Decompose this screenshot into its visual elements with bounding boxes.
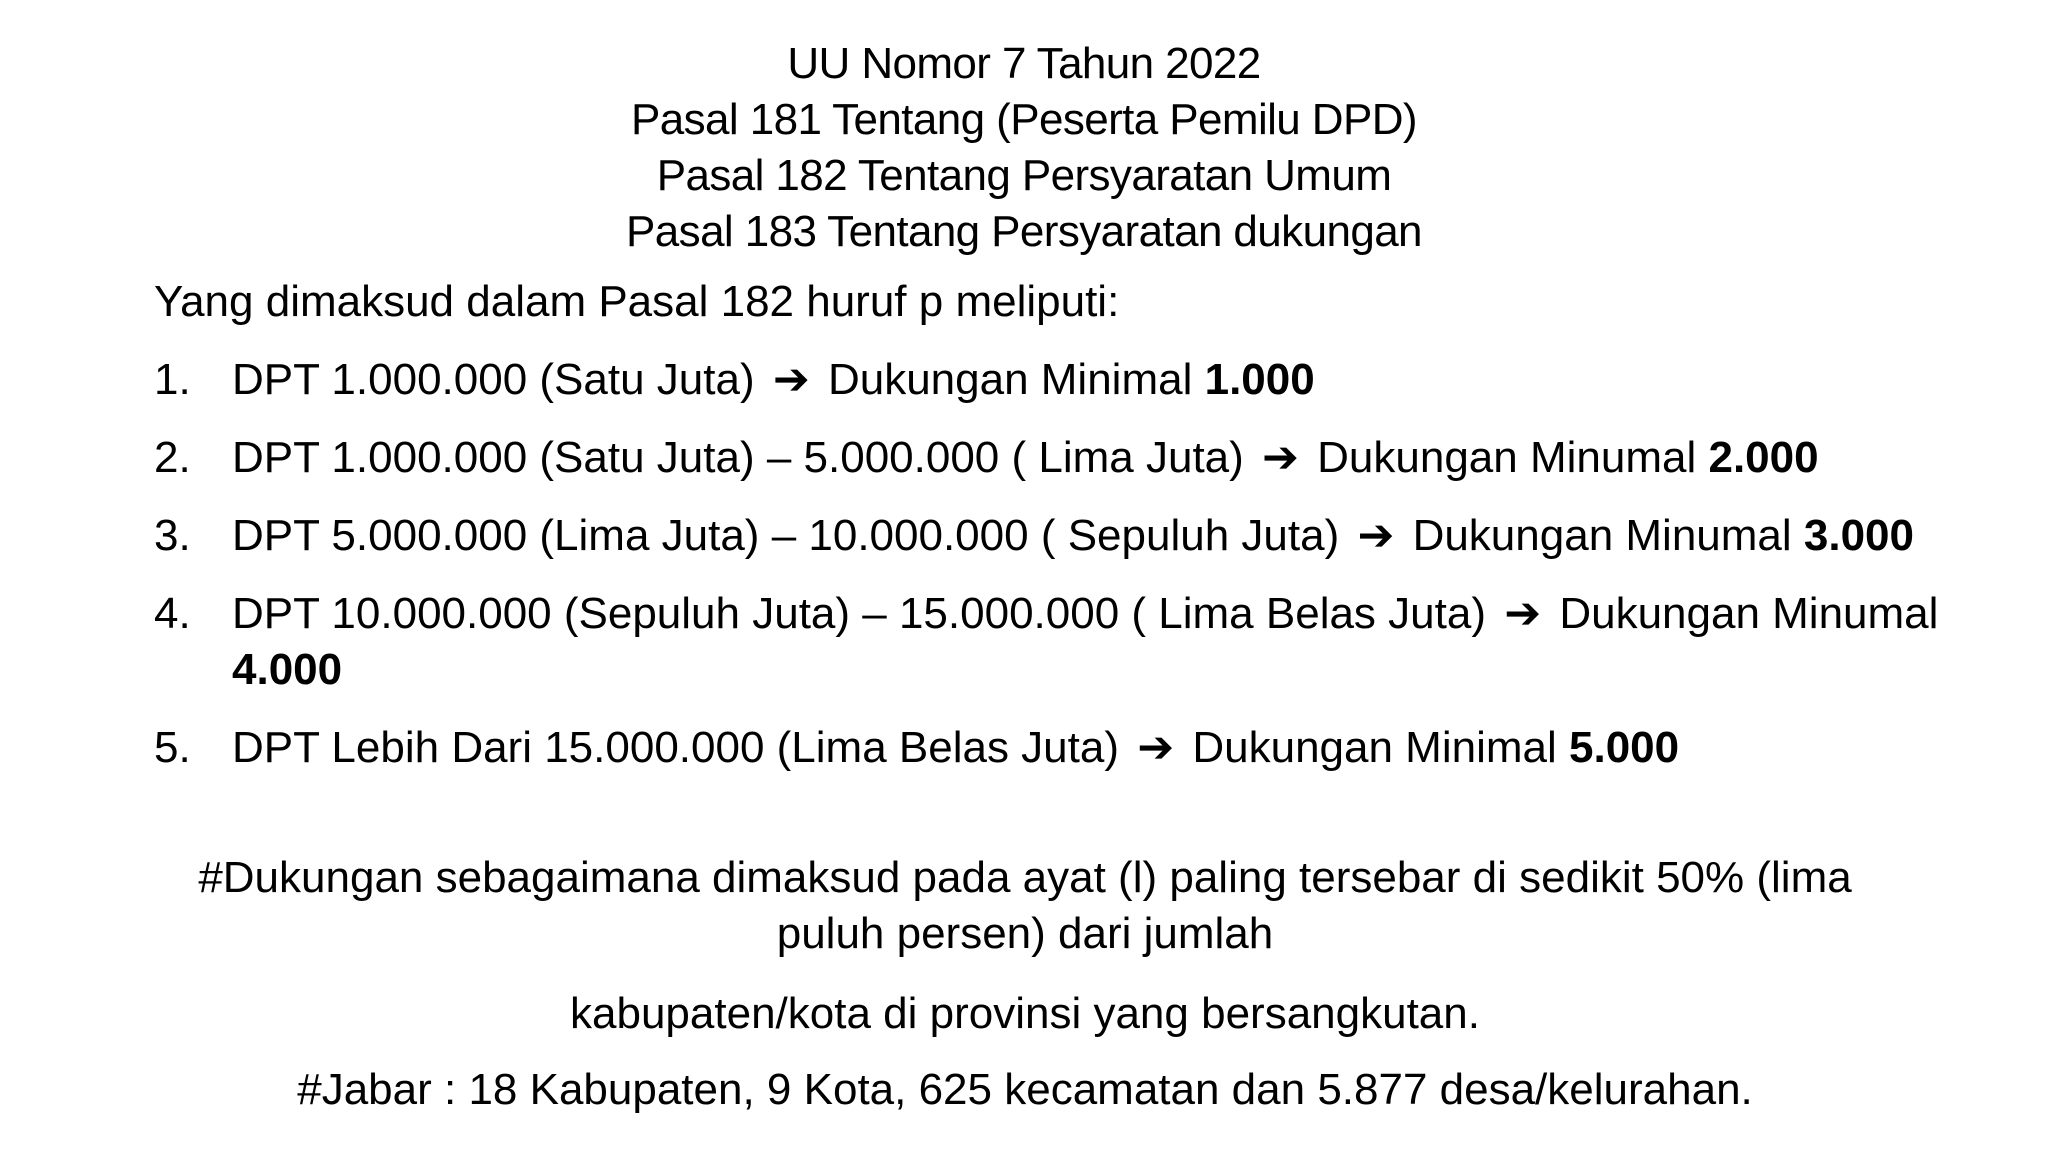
list-item-text: DPT 1.000.000 (Satu Juta) (232, 355, 755, 404)
title-line-law: UU Nomor 7 Tahun 2022 (787, 39, 1261, 88)
list-item-text: DPT 5.000.000 (Lima Juta) – 10.000.000 ( Sepuluh Juta) (232, 511, 1340, 560)
arrow-right-icon: ➔ (1504, 589, 1542, 638)
list-item-text: DPT Lebih Dari 15.000.000 (Lima Belas Juta) (232, 723, 1120, 772)
requirements-list (154, 352, 1954, 798)
note-jabar: #Jabar : 18 Kabupaten, 9 Kota, 625 kecamatan dan 5.877 desa/kelurahan. (297, 1065, 1753, 1114)
list-item-minimum: 3.000 (1803, 511, 1914, 560)
arrow-right-icon: ➔ (1262, 433, 1299, 482)
list-item (154, 586, 1954, 698)
note-spread-requirement: #Dukungan sebagaimana dimaksud pada ayat (l) paling tersebar di sedikit 50% (lima puluh persen) dari jumlah (198, 853, 1852, 958)
list-item (154, 720, 1954, 776)
list-item (154, 508, 1954, 564)
list-item-minimum: 2.000 (1708, 433, 1819, 482)
list-item (154, 430, 1954, 486)
title-line-pasal-181: Pasal 181 Tentang (Peserta Pemilu DPD) (631, 95, 1417, 144)
list-item-minimum: 4.000 (232, 645, 343, 694)
list-item-minimum: 1.000 (1204, 355, 1315, 404)
list-item-support-label: Dukungan Minumal (1317, 433, 1697, 482)
arrow-right-icon: ➔ (1137, 723, 1175, 772)
list-item-text: DPT 1.000.000 (Satu Juta) – 5.000.000 ( Lima Juta) (232, 433, 1244, 482)
list-item-number: 2. (154, 433, 191, 482)
title-line-pasal-182: Pasal 182 Tentang Persyaratan Umum (656, 151, 1392, 200)
slide-title (0, 36, 2048, 260)
note-spread-continuation: kabupaten/kota di provinsi yang bersangkutan. (570, 989, 1480, 1038)
list-item-number: 3. (154, 511, 191, 560)
list-item-number: 5. (154, 723, 191, 772)
list-item-number: 1. (154, 355, 191, 404)
arrow-right-icon: ➔ (1357, 511, 1395, 560)
list-item (154, 352, 1954, 408)
list-item-support-label: Dukungan Minumal (1559, 589, 1939, 638)
arrow-right-icon: ➔ (772, 355, 810, 404)
list-item-support-label: Dukungan Minumal (1412, 511, 1792, 560)
intro-text: Yang dimaksud dalam Pasal 182 huruf p meliputi: (154, 277, 1120, 326)
list-item-minimum: 5.000 (1569, 723, 1680, 772)
list-item-number: 4. (154, 589, 191, 638)
list-item-text: DPT 10.000.000 (Sepuluh Juta) – 15.000.000 ( Lima Belas Juta) (232, 589, 1486, 638)
title-line-pasal-183: Pasal 183 Tentang Persyaratan dukungan (626, 207, 1422, 256)
list-item-support-label: Dukungan Minimal (827, 355, 1193, 404)
list-item-support-label: Dukungan Minimal (1192, 723, 1557, 772)
